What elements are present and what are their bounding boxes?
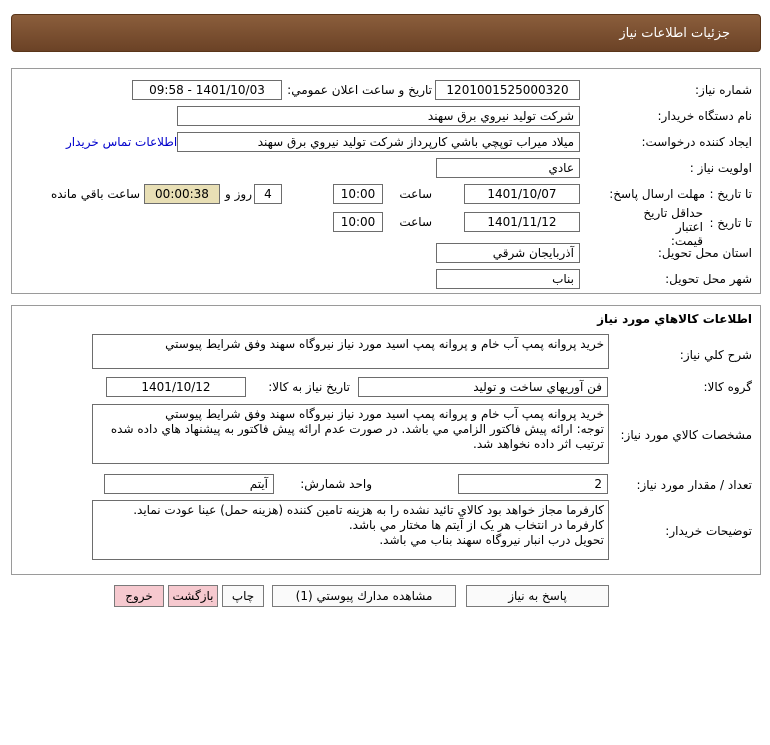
view-attachments-button[interactable]: مشاهده مدارك پيوستي (1): [272, 585, 456, 607]
general-desc-label: شرح كلي نياز:: [679, 348, 752, 362]
days-remaining-field: 4: [254, 184, 282, 204]
validity-date-field: 1401/11/12: [464, 212, 580, 232]
specs-label: مشخصات كالاي مورد نياز:: [620, 428, 752, 442]
unit-label: واحد شمارش:: [300, 477, 372, 491]
need-number-label: شماره نياز:: [695, 83, 752, 97]
print-button[interactable]: چاپ: [222, 585, 264, 607]
buyer-contact-link[interactable]: اطلاعات تماس خريدار: [66, 135, 178, 149]
city-field: بناب: [436, 269, 580, 289]
send-time-label: ساعت: [399, 187, 432, 201]
quantity-label: تعداد / مقدار مورد نياز:: [636, 478, 752, 492]
announce-datetime-label: تاريخ و ساعت اعلان عمومي:: [287, 83, 432, 97]
send-deadline-label: مهلت ارسال پاسخ:: [609, 187, 705, 201]
reply-button[interactable]: پاسخ به نياز: [466, 585, 609, 607]
announce-datetime-field: 1401/10/03 - 09:58: [132, 80, 282, 100]
remaining-hours-label: ساعت باقي مانده: [50, 187, 140, 201]
validity-until-label: تا تاريخ :: [709, 216, 752, 230]
send-until-label: تا تاريخ :: [709, 187, 752, 201]
quantity-field: 2: [458, 474, 608, 494]
need-number-field: 1201001525000320: [435, 80, 580, 100]
creator-field: ميلاد ميراب توپچي باشي كارپرداز شركت توليد نيروي برق سهند: [177, 132, 580, 152]
remaining-timer: 00:00:38: [144, 184, 220, 204]
priority-label: اولويت نياز :: [689, 161, 752, 175]
creator-label: ايجاد كننده درخواست:: [641, 135, 752, 149]
priority-field: عادي: [436, 158, 580, 178]
need-date-field: 1401/10/12: [106, 377, 246, 397]
buyer-notes-field: كارفرما مجاز خواهد بود كالاي تائيد نشده را به هزينه تامين كننده (هزينه حمل) عينا عودت نمايد. كارفرما در انتخاب هر يک از آيتم ها مختار مي باشد. تحويل درب انبار نيروگاه سهند بناب مي باشد.: [92, 500, 609, 560]
send-time-field: 10:00: [333, 184, 383, 204]
goods-group-label: گروه كالا:: [703, 380, 752, 394]
validity-label: حداقل تاريخ اعتبار قيمت:: [643, 206, 703, 248]
back-button[interactable]: بازگشت: [168, 585, 218, 607]
page-title: جزئيات اطلاعات نياز: [619, 26, 730, 41]
goods-section-title: اطلاعات كالاهاي مورد نياز: [597, 312, 752, 326]
province-field: آذربايجان شرقي: [436, 243, 580, 263]
validity-time-field: 10:00: [333, 212, 383, 232]
page-title-bar: [11, 14, 761, 52]
need-date-label: تاريخ نياز به كالا:: [268, 380, 350, 394]
send-date-field: 1401/10/07: [464, 184, 580, 204]
specs-field: خريد پروانه پمپ آب خام و پروانه پمپ اسيد مورد نياز نيروگاه سهند وفق شرايط پيوستي توجه: ارائه پيش فاكتور الزامي مي باشد. در صورت عدم ارائه پيش فاكتور به پيشنهاد هاي داده شده ترتيب اثر داده نخواهد شد.: [92, 404, 609, 464]
city-label: شهر محل تحويل:: [665, 272, 752, 286]
province-label: استان محل تحويل:: [657, 246, 752, 260]
validity-time-label: ساعت: [399, 215, 432, 229]
exit-button[interactable]: خروج: [114, 585, 164, 607]
goods-group-field: فن آوريهاي ساخت و توليد: [358, 377, 608, 397]
unit-field: آيتم: [104, 474, 274, 494]
buyer-org-field: شركت توليد نيروي برق سهند: [177, 106, 580, 126]
days-label: روز و: [225, 187, 252, 201]
general-desc-field: خريد پروانه پمپ آب خام و پروانه پمپ اسيد مورد نياز نيروگاه سهند وفق شرايط پيوستي: [92, 334, 609, 369]
buyer-org-label: نام دستگاه خريدار:: [657, 109, 752, 123]
buyer-notes-label: توضيحات خريدار:: [665, 524, 752, 538]
